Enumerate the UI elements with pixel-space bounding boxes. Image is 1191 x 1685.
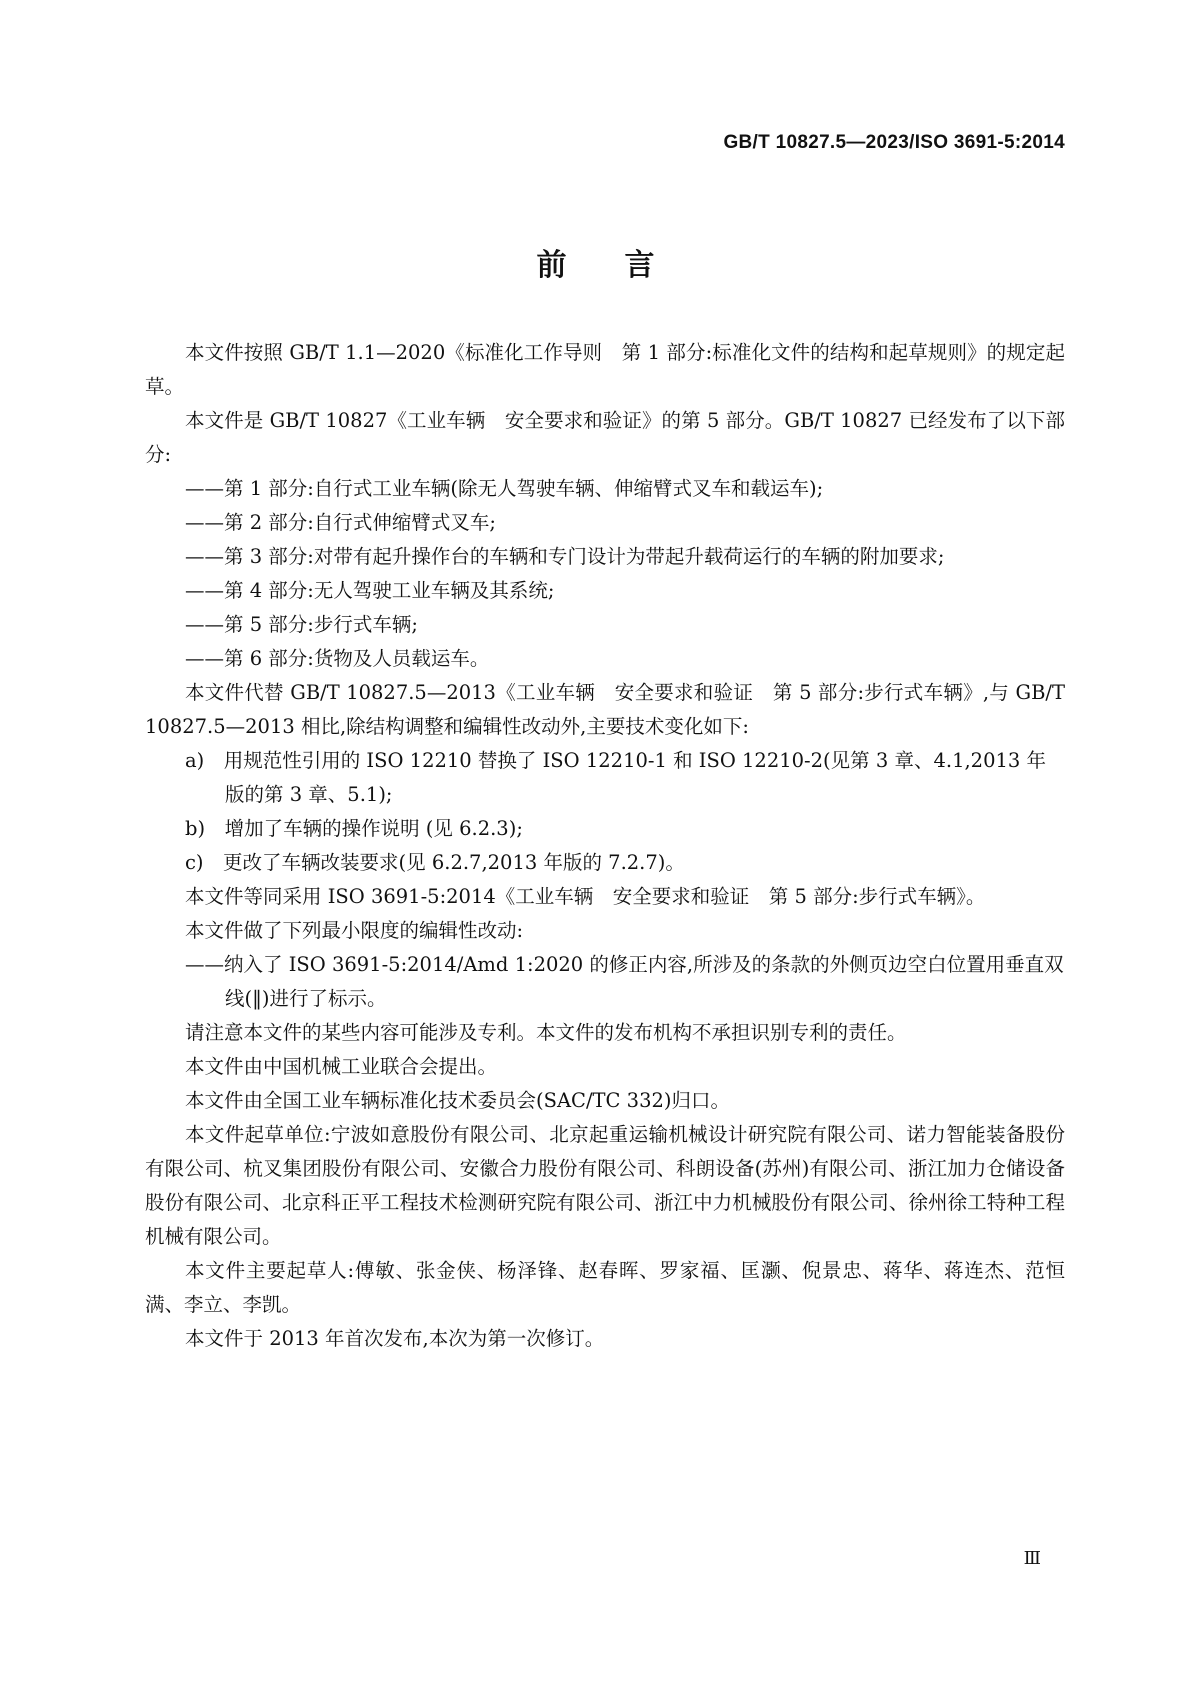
editorial-item-amendment: ——纳入了 ISO 3691-5:2014/Amd 1:2020 的修正内容,所涉及的条款的外侧页边空白位置用垂直双线(‖)进行了标示。 <box>185 953 1064 1010</box>
part-item-6: ——第 6 部分:货物及人员载运车。 <box>185 647 490 670</box>
part-item-2: ——第 2 部分:自行式伸缩臂式叉车; <box>185 511 496 534</box>
page-number: Ⅲ <box>1023 1548 1041 1569</box>
part-item-5: ——第 5 部分:步行式车辆; <box>185 613 418 636</box>
paragraph-patent-notice: 请注意本文件的某些内容可能涉及专利。本文件的发布机构不承担识别专利的责任。 <box>185 1021 907 1044</box>
paragraph-replaces: 本文件代替 GB/T 10827.5—2013《工业车辆 安全要求和验证 第 5 部分:步行式车辆》,与 GB/T 10827.5—2013 相比,除结构调整和编辑性改动外,主要技术变化如下: <box>145 681 1065 738</box>
paragraph-publication-history: 本文件于 2013 年首次发布,本次为第一次修订。 <box>185 1327 605 1350</box>
paragraph-series-intro: 本文件是 GB/T 10827《工业车辆 安全要求和验证》的第 5 部分。GB/T 10827 已经发布了以下部分: <box>145 409 1065 466</box>
document-code: GB/T 10827.5—2023/ISO 3691-5:2014 <box>723 132 1065 153</box>
paragraph-drafters: 本文件主要起草人:傅敏、张金侠、杨泽锋、赵春晖、罗家福、匡灏、倪景忠、蒋华、蒋连杰、范恒满、李立、李凯。 <box>145 1259 1065 1316</box>
change-item-c: c) 更改了车辆改装要求(见 6.2.7,2013 年版的 7.2.7)。 <box>185 851 685 874</box>
paragraph-editorial-changes: 本文件做了下列最小限度的编辑性改动: <box>185 919 524 942</box>
paragraph-managed-by: 本文件由全国工业车辆标准化技术委员会(SAC/TC 332)归口。 <box>185 1089 730 1112</box>
paragraph-drafting-units: 本文件起草单位:宁波如意股份有限公司、北京起重运输机械设计研究院有限公司、诺力智能装备股份有限公司、杭叉集团股份有限公司、安徽合力股份有限公司、科朗设备(苏州)有限公司、浙江加力仓储设备股份有限公司、北京科正平工程技术检测研究院有限公司、浙江中力机械股份有限公司、徐州徐工特种工程机械有限公司。 <box>145 1123 1065 1248</box>
change-item-b: b) 增加了车辆的操作说明 (见 6.2.3); <box>185 817 523 840</box>
paragraph-drafting-rules: 本文件按照 GB/T 1.1—2020《标准化工作导则 第 1 部分:标准化文件的结构和起草规则》的规定起草。 <box>145 341 1065 398</box>
page-title: 前言 <box>536 248 713 283</box>
part-item-3: ——第 3 部分:对带有起升操作台的车辆和专门设计为带起升载荷运行的车辆的附加要求; <box>185 545 945 568</box>
part-item-1: ——第 1 部分:自行式工业车辆(除无人驾驶车辆、伸缩臂式叉车和载运车); <box>185 477 824 500</box>
paragraph-equivalent-adoption: 本文件等同采用 ISO 3691-5:2014《工业车辆 安全要求和验证 第 5 部分:步行式车辆》。 <box>185 885 986 908</box>
paragraph-proposed-by: 本文件由中国机械工业联合会提出。 <box>185 1055 498 1078</box>
foreword-body <box>145 336 1065 1356</box>
change-item-a: a) 用规范性引用的 ISO 12210 替换了 ISO 12210-1 和 ISO 12210-2(见第 3 章、4.1,2013 年版的第 3 章、5.1); <box>185 749 1046 806</box>
part-item-4: ——第 4 部分:无人驾驶工业车辆及其系统; <box>185 579 555 602</box>
